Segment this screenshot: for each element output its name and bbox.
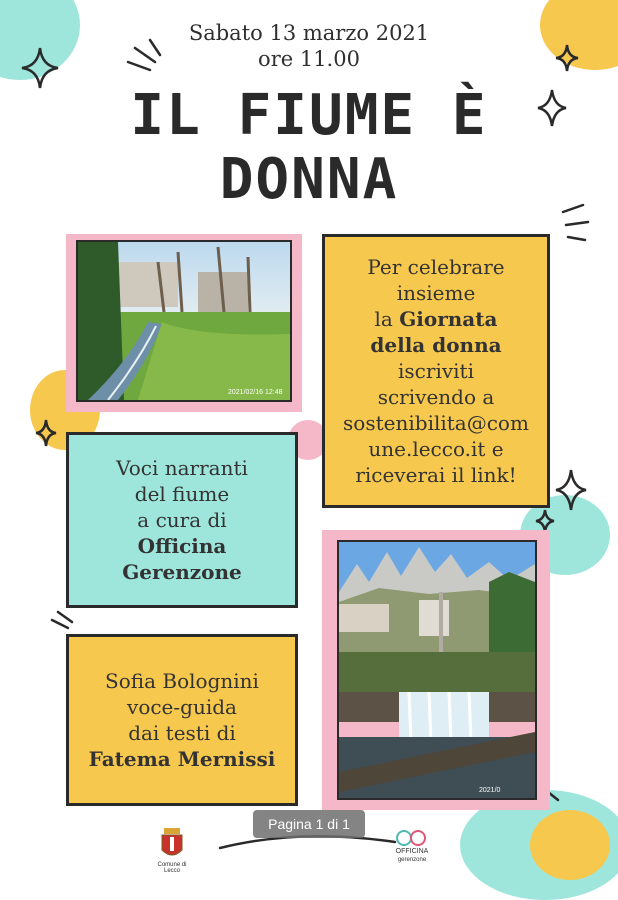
guide-line-1: Sofia Bolognini xyxy=(105,669,259,693)
waterfall-photo-image xyxy=(339,542,535,798)
guide-line-4-bold: Fatema Mernissi xyxy=(88,747,276,771)
bottom-photo-timestamp: 2021/0 xyxy=(479,787,501,794)
tick-mark-icon xyxy=(568,237,585,240)
voices-line-4 xyxy=(138,533,227,559)
info-card xyxy=(322,234,550,508)
info-line-9: riceverai il link! xyxy=(355,463,517,487)
comune-logo-text: Comune di Lecco xyxy=(157,862,187,874)
info-line-2: insieme xyxy=(396,281,476,305)
officina-logo-name: OFFICINA xyxy=(395,848,429,855)
officina-logo-sub: gerenzone xyxy=(397,857,427,863)
spiral-logo-icon xyxy=(392,828,432,848)
officina-logo xyxy=(392,828,432,870)
page-title xyxy=(0,84,618,212)
title-line-2: DONNA xyxy=(219,147,399,212)
info-email-line-1: sostenibilita@com xyxy=(343,411,529,435)
tick-mark-icon xyxy=(566,222,588,225)
arc-line-icon xyxy=(220,836,395,848)
voices-line-2: del fiume xyxy=(134,482,230,506)
guide-line-3: dai testi di xyxy=(128,721,236,745)
voices-line-5 xyxy=(122,559,242,585)
tick-mark-icon xyxy=(58,612,72,622)
river-photo-image xyxy=(78,242,290,400)
info-line-4-bold: della donna xyxy=(370,333,502,357)
date-line: Sabato 13 marzo 2021 xyxy=(188,21,430,45)
sparkle-icon xyxy=(556,470,586,510)
guide-line-2: voce-guida xyxy=(127,695,237,719)
info-line-5: iscriviti xyxy=(398,359,474,383)
coat-of-arms-icon xyxy=(150,826,194,862)
title-line-1: IL FIUME È xyxy=(130,83,488,148)
voices-line-4-bold: Officina xyxy=(137,534,227,558)
info-line-3-bold: Giornata xyxy=(399,307,498,331)
waterfall-photo xyxy=(337,540,537,800)
guide-line-4 xyxy=(89,746,276,772)
voices-line-5-bold: Gerenzone xyxy=(122,560,242,584)
sparkle-icon xyxy=(36,420,56,446)
info-email-line-2: une.lecco.it e xyxy=(368,437,504,461)
event-date xyxy=(0,20,618,72)
guide-card xyxy=(66,634,298,806)
info-line-1: Per celebrare xyxy=(367,255,505,279)
page-indicator: Pagina 1 di 1 xyxy=(253,810,365,838)
tick-mark-icon xyxy=(52,620,68,628)
comune-logo xyxy=(150,826,194,872)
voices-line-3: a cura di xyxy=(137,508,227,532)
river-photo xyxy=(76,240,292,402)
info-line-3 xyxy=(375,306,498,332)
voices-line-1: Voci narranti xyxy=(116,456,248,480)
info-line-3-prefix: la xyxy=(374,307,400,331)
top-photo-timestamp: 2021/02/16 12:48 xyxy=(228,389,283,396)
info-line-4 xyxy=(370,332,501,358)
info-line-6: scrivendo a xyxy=(377,385,495,409)
voices-card xyxy=(66,432,298,608)
sparkle-icon xyxy=(536,510,554,532)
time-line: ore 11.00 xyxy=(258,47,360,71)
